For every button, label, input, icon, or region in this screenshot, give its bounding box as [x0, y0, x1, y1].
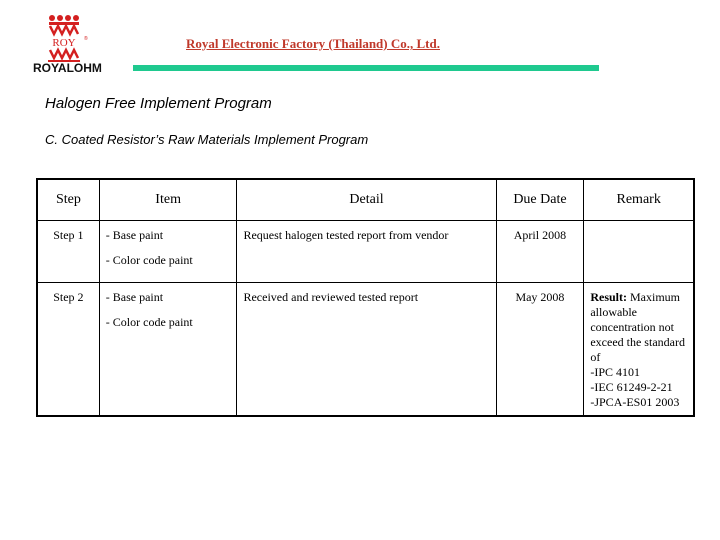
company-name: Royal Electronic Factory (Thailand) Co., Ltd. — [186, 36, 440, 51]
table-header-row — [37, 179, 694, 221]
page-subtitle: C. Coated Resistor’s Raw Materials Implement Program — [45, 132, 369, 147]
item-line: - Base paint — [105, 228, 164, 242]
remark-first-line — [590, 290, 687, 365]
table-row — [37, 283, 694, 417]
header-item: Item — [99, 179, 237, 221]
logo-mark-text: ROY — [52, 37, 76, 49]
header-step: Step — [37, 179, 99, 221]
remark-label: Result: — [590, 290, 628, 304]
item-cell — [99, 283, 237, 417]
step-cell: Step 2 — [37, 283, 99, 417]
remark-cell — [584, 283, 694, 417]
due-date-cell: April 2008 — [496, 221, 584, 283]
remark-standard: -IEC 61249-2-21 — [590, 380, 673, 394]
remark-text: Maximum allowable concentration not exceed the standard of — [590, 290, 685, 364]
detail-cell: Request halogen tested report from vendor — [237, 221, 496, 283]
remark-standard: -JPCA-ES01 2003 — [590, 395, 680, 409]
step-cell: Step 1 — [37, 221, 99, 283]
page-title: Halogen Free Implement Program — [45, 95, 272, 112]
svg-text:®: ® — [84, 36, 88, 42]
header-remark: Remark — [584, 179, 694, 221]
remark-cell — [584, 221, 694, 283]
item-cell — [99, 221, 237, 283]
detail-cell: Received and reviewed tested report — [237, 283, 496, 417]
header-due-date: Due Date — [496, 179, 584, 221]
due-date-cell: May 2008 — [496, 283, 584, 417]
item-line: - Base paint — [105, 290, 164, 304]
accent-bar — [133, 65, 599, 71]
header-detail: Detail — [237, 179, 496, 221]
implement-program-table — [36, 178, 695, 417]
item-line: - Color code paint — [105, 253, 193, 267]
item-line: - Color code paint — [105, 315, 193, 329]
table-row — [37, 221, 694, 283]
remark-standard: -IPC 4101 — [590, 365, 641, 379]
logo-wordmark: ROYALOHM — [33, 61, 102, 75]
